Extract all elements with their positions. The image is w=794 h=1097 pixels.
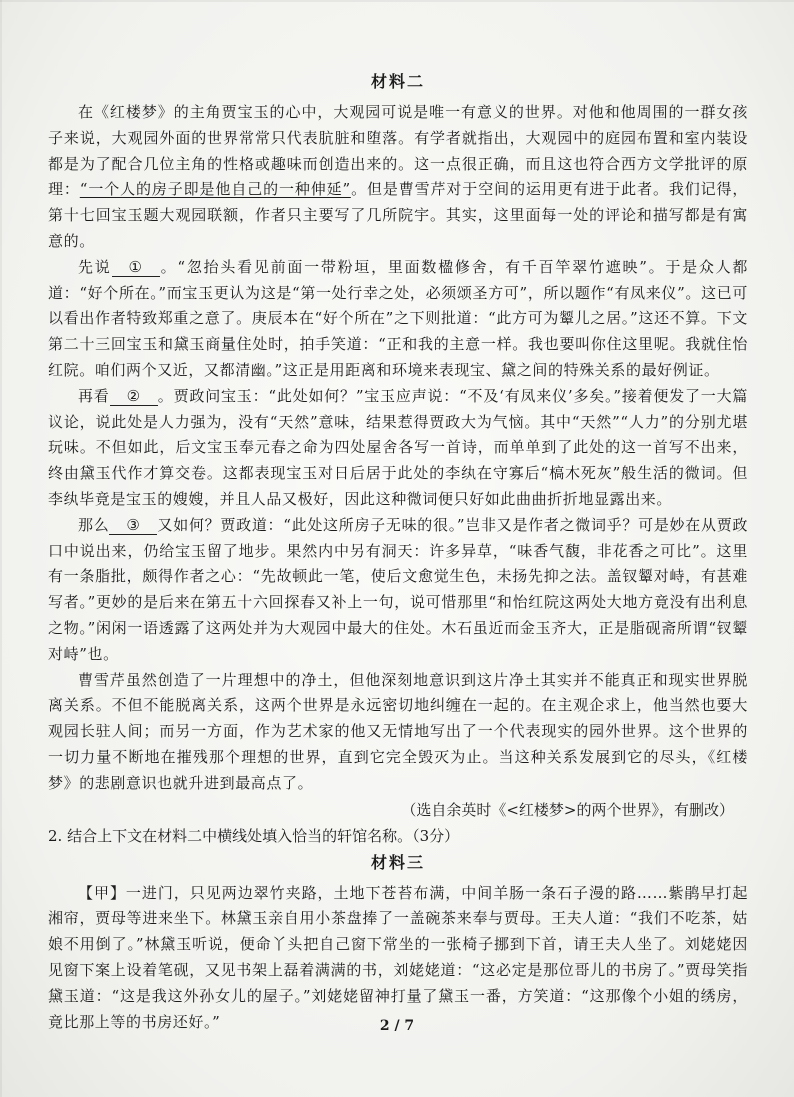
scan-edge-left xyxy=(0,0,2,1097)
scan-edge-top xyxy=(0,0,794,2)
page-number: 2 / 7 xyxy=(379,1018,415,1034)
fill-blank-1[interactable]: ① xyxy=(112,258,160,277)
p1-text-a: 在《红楼梦》的主角贾宝玉的心中，大观园可说是唯一有意义的世界。对他和他周围的一群女孩子来说，大观园外面的世界常常只代表肮脏和堕落。有学者就指出，大观园中的庭园布置和室内装设都是为了配合几位主角的性格或趣味而创造出来的。这一点很正确，而且这也符合西方文学批评的原理： xyxy=(48,103,748,199)
underlined-quote: “一个人的房子即是他自己的一种伸延” xyxy=(79,180,351,199)
material2-source: （选自余英时《<红楼梦>的两个世界》，有删改） xyxy=(401,800,734,819)
material3-paragraph-1: 【甲】一进门，只见两边翠竹夹路，土地下苍苔布满，中间羊肠一条石子漫的路……紫鹃早打起湘帘，贾母等进来坐下。林黛玉亲自用小茶盘捧了一盖碗茶来奉与贾母。王夫人道：“我们不吃茶，姑娘不用倒了。”林黛玉听说，便命丫头把自己窗下常坐的一张椅子挪到下首，请王夫人坐了。刘姥姥因见窗下案上设着笔砚，又见书架上磊着满满的书，刘姥姥道：“这必定是那位哥儿的书房了。”贾母笑指黛玉道：“这是我这外孙女儿的屋子。”刘姥姥留神打量了黛玉一番，方笑道：“这那像个小姐的绣房，竟比那上等的书房还好。” xyxy=(48,883,748,1031)
question-2: 2. 结合上下文在材料二中横线处填入恰当的轩馆名称。（3分） xyxy=(48,826,460,845)
p3-text: 。贾政问宝玉：“此处如何？”宝玉应声说：“不及‘有凤来仪’多矣。”接着便发了一大篇议论，说此处是人力强为，没有“天然”意味，结果惹得贾政大为气恼。其中“天然”“人力”的分别尤堪玩味。不但如此，后文宝玉奉元春之命为四处屋舍各写一首诗，而单单到了此处的这一首写不出来，终由黛玉代作才算交卷。这都表现宝玉对日后居于此处的李纨在守寡后“槁木死灰”般生活的微词。但李纨毕竟是宝玉的嫂嫂，并且人品又极好，因此这种微词便只好如此曲曲折折地显露出来。 xyxy=(48,386,748,508)
p1-text-b: 。但是曹雪芹对于空间的运用更有进于此者。我们记得，第十七回宝玉题大观园联额，作者只主要写了几所院宇。其实，这里面每一处的评论和描写都是有寓意的。 xyxy=(48,180,748,250)
material3-heading: 材料三 xyxy=(370,852,425,872)
p3-lead: 再看 xyxy=(78,386,110,405)
material2-heading: 材料二 xyxy=(370,72,425,91)
fill-blank-3[interactable]: ③ xyxy=(109,516,157,535)
p2-text: 。“忽抬头看见前面一带粉垣，里面数楹修舍，有千百竿翠竹遮映”。于是众人都道：“好个所在。”而宝玉更认为这是“第一处行幸之处，必须颂圣方可”，所以题作“有凤来仪”。这已可以看出作者特致郑重之意了。庚辰本在“好个所在”之下则批道：“此方可为颦儿之居。”这还不算。下文第二十三回宝玉和黛玉商量住处时，拍手笑道：“正和我的主意一样。我也要叫你住这里呢。我就住怡红院。咱们两个又近，又都清幽。”这正是用距离和环境来表现宝、黛之间的特殊关系的最好例证。 xyxy=(48,257,748,379)
page-content xyxy=(48,70,748,1035)
material2-paragraph-1 xyxy=(48,100,748,255)
fill-blank-2[interactable]: ② xyxy=(110,387,158,406)
material2-paragraph-4 xyxy=(48,513,748,668)
p2-lead: 先说 xyxy=(78,257,112,276)
material2-paragraph-3 xyxy=(48,384,748,513)
material2-paragraph-2 xyxy=(48,255,748,384)
p4-text: 又如何？贾政道：“此处这所房子无味的很。”岂非又是作者之微词乎？可是妙在从贾政口中说出来，仍给宝玉留了地步。果然内中另有洞天：许多异草，“味香气馥，非花香之可比”。这里有一条脂批，颇得作者之心：“先故顿此一笔，使后文愈觉生色，未扬先抑之法。盖钗颦对峙，有甚难写者。”更妙的是后来在第五十六回探春又补上一句，说可惜那里“和怡红院这两处大地方竟没有出利息之物。”闲闲一语透露了这两处并为大观园中最大的住处。木石虽近而金玉齐大，正是脂砚斋所谓“钗颦对峙”也。 xyxy=(48,515,749,663)
material2-paragraph-5: 曹雪芹虽然创造了一片理想中的净土，但他深刻地意识到这片净土其实并不能真正和现实世界脱离关系。不但不能脱离关系，这两个世界是永远密切地纠缠在一起的。在主观企求上，他当然也要大观园长驻人间；而另一方面，作为艺术家的他又无情地写出了一个代表现实的园外世界。这个世界的一切力量不断地在摧残那个理想的世界，直到它完全毁灭为止。当这种关系发展到它的尽头，《红楼梦》的悲剧意识也就升进到最高点了。 xyxy=(48,670,748,792)
p4-lead: 那么 xyxy=(78,515,110,534)
